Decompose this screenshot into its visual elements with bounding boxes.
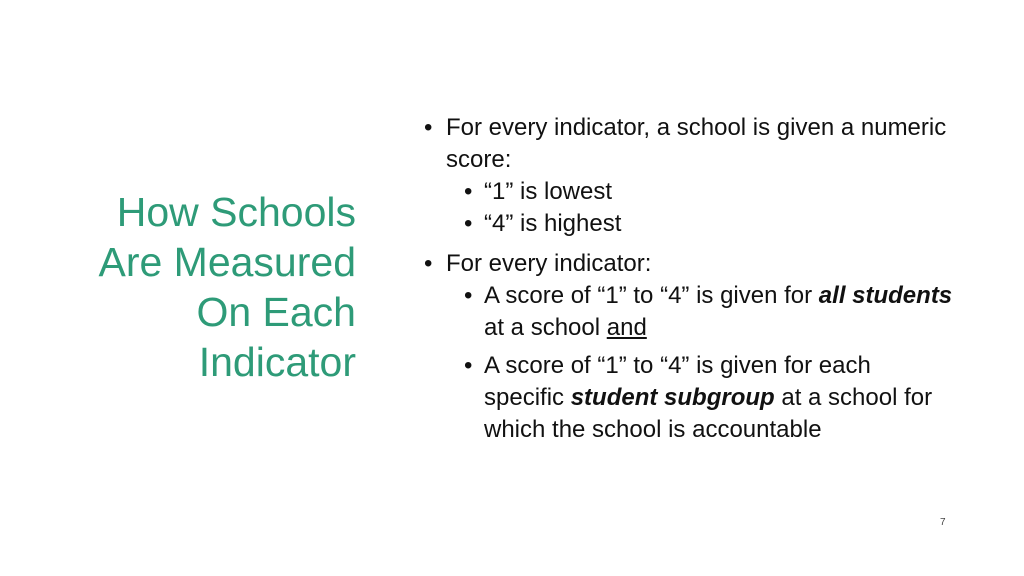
and-underlined: and	[606, 314, 647, 341]
bullet-2-sub-2-text-b: at a school for which the school is accountable	[484, 384, 933, 443]
bullet-2-sub-1-text-a: A score of “1” to “4” is given for	[484, 282, 819, 309]
slide-title	[70, 187, 356, 387]
title-line-4: Indicator	[198, 339, 356, 385]
bullet-2-sub-2-text-a: A score of “1” to “4” is given for each specific	[484, 352, 871, 411]
bullet-1-sub-2	[464, 208, 954, 240]
all-students-emphasis: all students	[818, 282, 953, 309]
bullet-2	[424, 248, 954, 280]
bullet-1-text: For every indicator, a school is given a numeric score:	[446, 114, 947, 173]
bullet-2-text: For every indicator:	[446, 250, 652, 277]
bullet-1-sub-1-text: “1” is lowest	[484, 178, 613, 205]
bullet-2-sub-2	[464, 350, 954, 446]
student-subgroup-emphasis: student subgroup	[570, 384, 775, 411]
bullet-1	[424, 112, 954, 176]
title-line-1: How Schools	[116, 189, 356, 235]
title-line-2: Are Measured	[98, 239, 356, 285]
bullet-1-sub-2-text: “4” is highest	[484, 210, 622, 237]
title-line-3: On Each	[196, 289, 356, 335]
bullet-list	[424, 112, 954, 446]
bullet-1-sub-1	[464, 176, 954, 208]
page-number: 7	[940, 517, 946, 528]
bullet-2-sub-1	[464, 280, 954, 344]
bullet-2-sub-1-text-b: at a school	[484, 314, 607, 341]
